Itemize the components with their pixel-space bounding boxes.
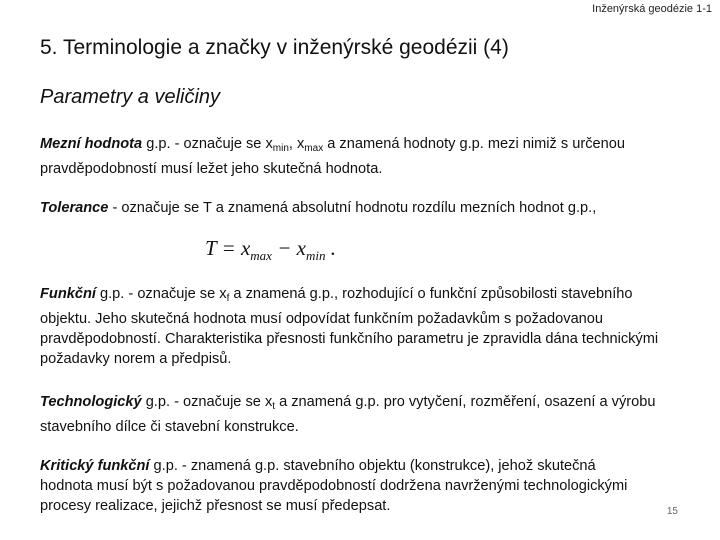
term-tolerance: Tolerance	[40, 200, 109, 216]
paragraph-kriticky	[40, 456, 650, 516]
text: - označuje se T a znamená absolutní hodnotu rozdílu mezních hodnot g.p.,	[108, 200, 597, 216]
formula-mid: − x	[271, 236, 306, 260]
text: g.p. - označuje se x	[142, 136, 273, 152]
paragraph-tolerance	[40, 198, 680, 218]
text: a znamená g.p., rozhodující o funkční způsobilosti stavebního objektu. Jeho skutečná hodnota musí odpovídat funkčním požadavkům s požadovanou pravděpodobností. Charakteristika přesnosti funkčního parametru je zpravidla dána technickými požadavky norem a předpisů.	[40, 286, 659, 367]
text: g.p. - znamená g.p. stavebního objektu (konstrukce), jehož skutečná hodnota musí být s požadovanou pravděpodobností dodržena navrženými technologickými procesy realizace, jejichž přesnost se musí předepsat.	[40, 458, 628, 514]
text: a znamená g.p. pro vytyčení, rozměření, osazení a výrobu stavebního dílce či stavební konstrukce.	[40, 394, 656, 435]
term-kriticky-funkcni: Kritický funkční	[40, 458, 150, 474]
paragraph-technologicky	[40, 392, 680, 437]
text: g.p. - označuje se x	[95, 286, 227, 302]
subscript: t	[272, 401, 276, 412]
formula-sub-min: min	[305, 248, 326, 263]
section-subtitle: Parametry a veličiny	[40, 86, 221, 108]
formula-lhs: T = x	[205, 236, 251, 260]
term-mezni-hodnota: Mezní hodnota	[40, 136, 143, 152]
formula-end: .	[325, 236, 336, 260]
subscript: min	[272, 143, 289, 154]
text: g.p. - označuje se x	[141, 394, 273, 410]
term-funkcni: Funkční	[40, 286, 96, 302]
subscript: f	[226, 293, 230, 304]
formula-sub-max: max	[250, 248, 272, 263]
slide-title: 5. Terminologie a značky v inženýrské geodézii (4)	[40, 36, 509, 59]
text: , x	[288, 136, 305, 152]
course-header: Inženýrská geodézie 1-1	[592, 3, 712, 15]
paragraph-funkcni	[40, 284, 680, 369]
term-technologicky: Technologický	[40, 394, 142, 410]
paragraph-mezni-hodnota	[40, 134, 680, 179]
tolerance-formula	[205, 236, 336, 264]
page-number: 15	[666, 506, 678, 517]
subscript: max	[304, 143, 324, 154]
text: a znamená hodnoty g.p. mezi nimiž s určenou pravděpodobností musí ležet jeho skutečná hodnota.	[40, 136, 625, 177]
